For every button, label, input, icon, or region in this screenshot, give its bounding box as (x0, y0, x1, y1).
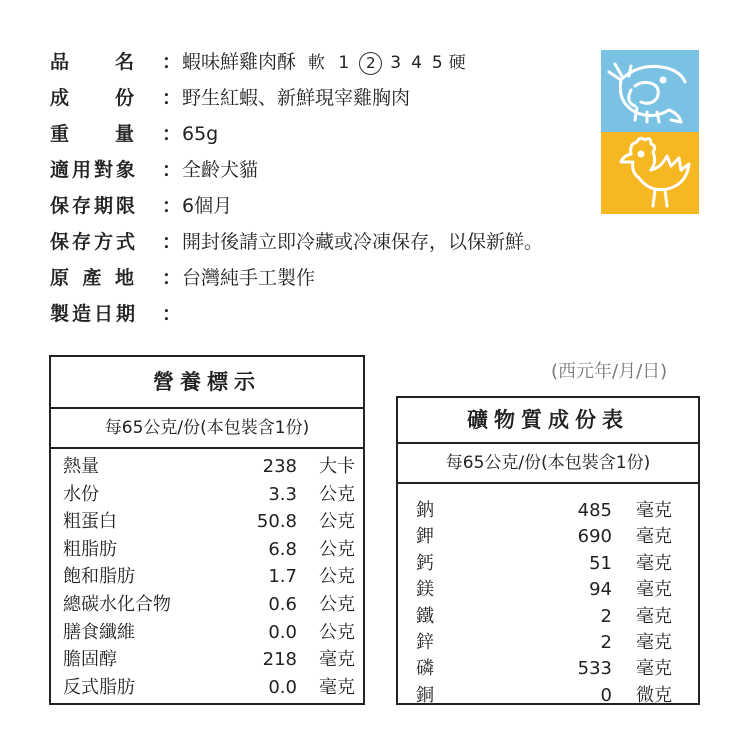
nutrient-unit: 公克 (319, 538, 355, 560)
nutrient-unit: 毫克 (319, 676, 355, 698)
table-row (398, 604, 698, 630)
info-row-ingredients (50, 83, 410, 113)
nutrition-rows (51, 449, 363, 701)
label-char: 重 (50, 123, 70, 145)
nutrient-name: 粗脂肪 (63, 538, 117, 560)
label-char: 品 (50, 51, 70, 73)
softness-level: 5 (431, 53, 445, 73)
mineral-value: 51 (589, 552, 612, 574)
info-row-name (50, 47, 468, 77)
shrimp-icon (601, 50, 699, 132)
ingredients-value: 野生紅蝦、新鮮現宰雞胸肉 (182, 87, 411, 109)
table-row (51, 674, 363, 702)
nutrient-name: 總碳水化合物 (63, 593, 171, 615)
mineral-value: 2 (600, 631, 612, 653)
label-char: 產 (82, 267, 102, 289)
label-char: 份 (114, 87, 134, 109)
mineral-unit: 微克 (636, 684, 672, 706)
colon: ： (162, 51, 182, 73)
table-row (51, 646, 363, 674)
colon: ： (162, 123, 182, 145)
mineral-unit: 毫克 (636, 579, 672, 601)
table-row (51, 481, 363, 509)
mineral-value: 2 (600, 605, 612, 627)
nutrient-unit: 毫克 (319, 649, 355, 671)
nutrient-value: 6.8 (268, 538, 297, 560)
softness-hard: 硬 (448, 53, 468, 73)
table-row (398, 683, 698, 709)
storage-value: 開封後請立即冷藏或冷凍保存，以保新鮮。 (182, 231, 544, 253)
info-label-weight (50, 119, 162, 149)
nutrition-title: 營養標示 (51, 357, 363, 409)
colon: ： (162, 195, 182, 217)
table-row (51, 508, 363, 536)
mineral-value: 690 (577, 526, 612, 548)
label-char: 成 (50, 87, 70, 109)
mineral-value: 485 (577, 500, 612, 521)
info-row-origin (50, 263, 315, 293)
mineral-rows (398, 484, 698, 709)
nutrient-name: 飽和脂肪 (63, 566, 135, 588)
audience-value: 全齡犬貓 (182, 159, 259, 181)
softness-level: 3 (390, 53, 404, 73)
mineral-unit: 毫克 (636, 526, 672, 548)
chicken-icon (601, 132, 699, 214)
nutrient-name: 粗蛋白 (63, 511, 117, 533)
mineral-name: 鋅 (416, 631, 434, 653)
chicken-badge (601, 132, 699, 214)
table-row (51, 453, 363, 481)
table-row (51, 563, 363, 591)
colon: ： (162, 267, 182, 289)
label-char: 地 (114, 267, 134, 289)
nutrition-serving: 每65公克/份(本包裝含1份) (51, 409, 363, 449)
nutrient-unit: 公克 (319, 621, 355, 643)
info-row-weight (50, 119, 218, 149)
label-char: 量 (114, 123, 134, 145)
info-label-audience: 適用對象 (50, 159, 139, 181)
colon: ： (162, 231, 182, 253)
table-row (51, 536, 363, 564)
nutrient-name: 水份 (63, 483, 99, 505)
mineral-unit: 毫克 (636, 605, 672, 627)
table-row (51, 591, 363, 619)
label-char: 名 (114, 51, 134, 73)
softness-level: 1 (338, 53, 352, 73)
mineral-name: 鈉 (416, 500, 434, 521)
softness-scale (308, 53, 468, 73)
info-label-storage: 保存方式 (50, 231, 139, 253)
mineral-name: 鈣 (416, 552, 434, 574)
nutrient-unit: 公克 (319, 566, 355, 588)
table-row (398, 630, 698, 656)
colon: ： (162, 159, 182, 181)
nutrient-name: 膳食纖維 (63, 621, 135, 643)
colon: ： (162, 87, 182, 109)
info-row-audience (50, 155, 258, 185)
nutrient-value: 1.7 (268, 566, 297, 588)
info-label-name (50, 47, 162, 77)
info-label-ingredients (50, 83, 162, 113)
mineral-unit: 毫克 (636, 658, 672, 680)
mineral-unit: 毫克 (636, 552, 672, 574)
origin-value: 台灣純手工製作 (182, 267, 316, 289)
colon: ： (162, 303, 182, 325)
softness-level-selected: 2 (359, 52, 382, 75)
mineral-serving: 每65公克/份(本包裝含1份) (398, 444, 698, 484)
nutrient-value: 238 (262, 456, 297, 477)
mineral-unit: 毫克 (636, 500, 672, 521)
nutrient-name: 反式脂肪 (63, 676, 135, 698)
mineral-name: 磷 (416, 658, 434, 680)
nutrient-unit: 大卡 (319, 456, 355, 477)
mineral-name: 鐵 (416, 605, 434, 627)
shelf-life-value: 6個月 (182, 195, 233, 217)
info-label-manufacture-date: 製造日期 (50, 303, 139, 325)
product-name-value: 蝦味鮮雞肉酥 (182, 51, 297, 73)
table-row (398, 656, 698, 682)
table-row (51, 619, 363, 647)
nutrient-value: 218 (262, 649, 297, 671)
table-row (398, 524, 698, 550)
info-label-shelf-life: 保存期限 (50, 195, 139, 217)
mineral-name: 銅 (416, 684, 434, 706)
nutrient-value: 50.8 (256, 511, 297, 533)
table-row (398, 498, 698, 524)
mineral-name: 鉀 (416, 526, 434, 548)
info-row-storage (50, 227, 543, 257)
weight-value: 65g (182, 123, 219, 145)
date-format-note: (西元年/月/日) (551, 361, 668, 382)
nutrient-unit: 公克 (319, 593, 355, 615)
nutrient-name: 熱量 (63, 456, 99, 477)
softness-soft: 軟 (308, 53, 328, 73)
mineral-value: 0 (600, 684, 612, 706)
mineral-name: 鎂 (416, 579, 434, 601)
nutrient-value: 3.3 (268, 483, 297, 505)
nutrient-unit: 公克 (319, 483, 355, 505)
mineral-unit: 毫克 (636, 631, 672, 653)
mineral-value: 94 (589, 579, 612, 601)
nutrient-value: 0.0 (268, 676, 297, 698)
nutrition-facts-table (49, 355, 365, 705)
mineral-table (396, 396, 700, 705)
info-row-shelf-life (50, 191, 232, 221)
shrimp-badge (601, 50, 699, 132)
table-row (398, 577, 698, 603)
nutrient-unit: 公克 (319, 511, 355, 533)
mineral-title: 礦物質成份表 (398, 398, 698, 444)
nutrient-name: 膽固醇 (63, 649, 117, 671)
info-row-manufacture-date (50, 299, 182, 329)
info-label-origin (50, 263, 162, 293)
softness-level: 4 (411, 53, 424, 73)
label-char: 原 (50, 267, 70, 289)
nutrient-value: 0.6 (268, 593, 297, 615)
table-row (398, 551, 698, 577)
nutrient-value: 0.0 (268, 621, 297, 643)
mineral-value: 533 (577, 658, 612, 680)
